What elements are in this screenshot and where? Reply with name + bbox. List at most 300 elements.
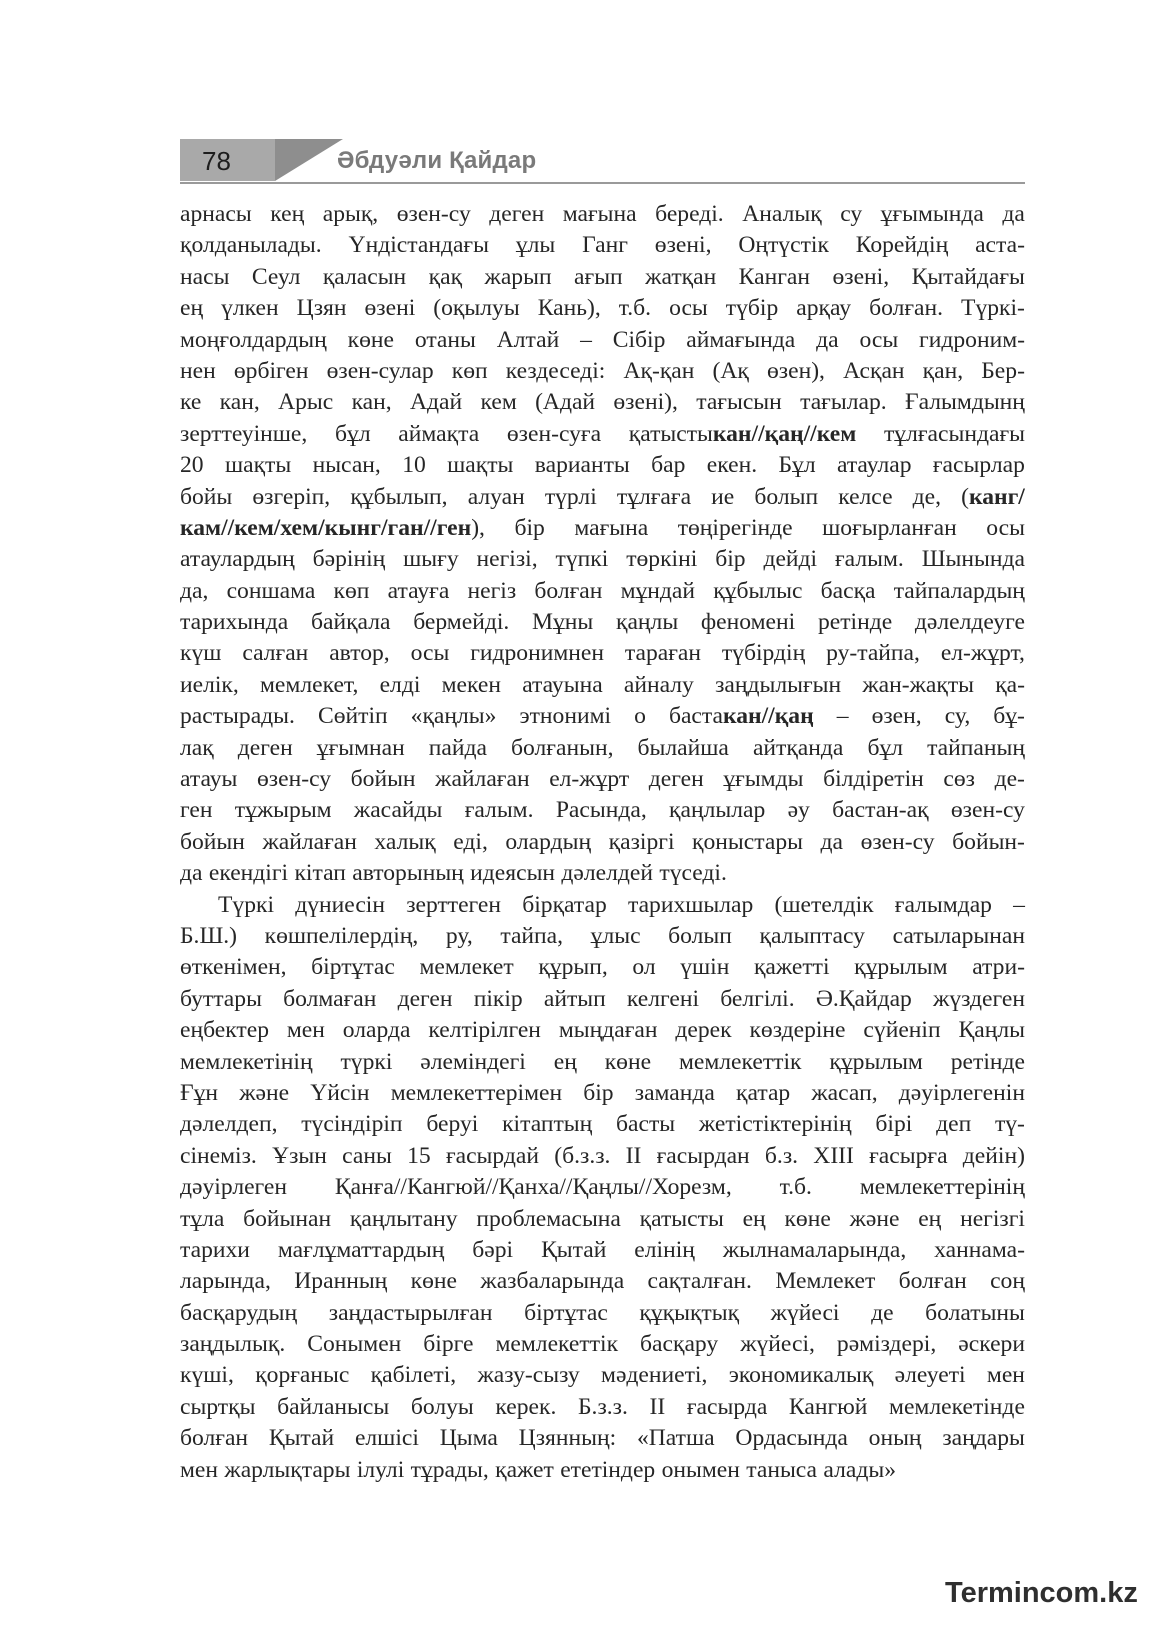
word: өзені, [654, 232, 712, 259]
word: мекен [441, 671, 501, 698]
text-line [180, 1235, 1025, 1266]
word: мәдениеті, [601, 1362, 708, 1389]
word: да [1002, 201, 1025, 227]
text-line [180, 1392, 1025, 1423]
word: елінің [634, 1236, 695, 1263]
word: және [849, 1205, 900, 1232]
text-line [180, 1266, 1025, 1297]
word: түркі [340, 1048, 393, 1075]
word: осы [669, 295, 708, 322]
word: Б.Ш.) [180, 922, 238, 949]
word: бойынан [243, 1205, 332, 1232]
word: Қаңлы [958, 1017, 1025, 1044]
word: кам//кем/хем/кынг/ган//ген), [180, 514, 485, 541]
word: ұғымды [723, 766, 804, 793]
word: бойын- [952, 828, 1025, 855]
word: сатыларынан [892, 922, 1025, 949]
word: қаңлы [615, 609, 679, 636]
word: ең [553, 1048, 577, 1075]
word: Қытай [541, 1236, 607, 1263]
header-triangle-decoration [275, 139, 343, 181]
word: тайпаның [927, 734, 1025, 761]
word: де [871, 1299, 894, 1326]
text-line [180, 576, 1025, 607]
word: көп [451, 357, 488, 384]
word: оның [868, 1425, 922, 1452]
word: жатқан [645, 263, 717, 290]
word: деген [397, 985, 453, 1012]
text-line [180, 984, 1025, 1015]
page-header [180, 135, 1025, 187]
word: керек. [495, 1393, 557, 1420]
word: экономикалық [728, 1362, 874, 1389]
word: тағылар. [800, 389, 887, 416]
word: тарихында [180, 609, 289, 636]
word: болмаған [283, 985, 377, 1012]
word: мағына [562, 201, 637, 227]
word: заңдары [942, 1425, 1025, 1452]
word: елді [379, 671, 421, 698]
word: қалыптасу [759, 922, 865, 949]
word: рәміздері, [836, 1331, 937, 1358]
word: арқау [796, 295, 852, 322]
word: бір [583, 1079, 614, 1106]
watermark-text-mid: erminc [960, 1577, 1056, 1609]
word: бойын [350, 766, 416, 793]
word: бір [715, 546, 746, 573]
word: Түркі- [961, 295, 1025, 322]
word: идеясын [470, 860, 556, 887]
word: құбылып, [350, 483, 448, 510]
word: ең [918, 1205, 942, 1232]
text-line [180, 230, 1025, 261]
word: осы [410, 640, 450, 667]
word: сүйеніп [863, 1017, 941, 1044]
word: көне [347, 326, 394, 353]
word: белгілі. [720, 985, 795, 1012]
word: Алтай [496, 326, 560, 353]
word: көшпелілердің, [264, 922, 419, 949]
word: түсіндіріп [301, 1111, 403, 1138]
text-line [180, 670, 1025, 701]
word: ке [180, 389, 202, 416]
word: атаулар [836, 452, 912, 479]
word: күш [180, 640, 222, 667]
word: былайша [637, 734, 729, 761]
word: бойы [180, 483, 233, 510]
word: мағлұматтардың [277, 1236, 445, 1263]
word: бәрі [472, 1236, 514, 1263]
word: мемлекеттік [495, 1331, 619, 1358]
word: өткенімен, [180, 954, 287, 981]
word: өзен-су [396, 201, 471, 227]
word: сөз [943, 766, 975, 793]
word: да [816, 326, 839, 353]
word: Ұзын [272, 1142, 327, 1169]
word: Ғалымдынң [904, 389, 1025, 416]
word: қаласын [322, 263, 407, 290]
word: дерек [675, 1017, 732, 1044]
word: тараған [624, 640, 701, 667]
word: болып [754, 483, 819, 510]
word: – [836, 703, 849, 730]
text-line [180, 419, 1025, 450]
word: су, [944, 703, 971, 730]
word: б.з. [764, 1142, 799, 1169]
word: мен [286, 1017, 325, 1044]
word: жасап, [811, 1079, 878, 1106]
word: құрып, [538, 954, 608, 981]
word: о [634, 703, 646, 730]
word: Ганг [582, 232, 628, 259]
word: – [1013, 891, 1025, 918]
word: ру, [445, 922, 473, 949]
word: мемлекет [419, 954, 514, 981]
word: қан, [922, 357, 964, 384]
word: бәрінің [312, 546, 386, 573]
word: этнонимі [519, 703, 612, 730]
word: өзені), [613, 389, 678, 416]
text-line [180, 638, 1025, 669]
word: бар [651, 452, 686, 479]
word: елшісі [354, 1425, 419, 1452]
word: өзен-су [257, 766, 332, 793]
word: Сонымен [307, 1331, 402, 1358]
word: жасайды [353, 797, 443, 824]
word: ең [742, 1205, 766, 1232]
word: саны [342, 1142, 392, 1169]
word: атауы [180, 766, 238, 793]
header-rule [180, 182, 1025, 184]
word: Корейдің [855, 232, 949, 259]
text-line [180, 1141, 1025, 1172]
word: нысан, [312, 452, 381, 479]
word: ел-жұрт [549, 766, 630, 793]
word: үлкен [221, 295, 279, 322]
word: береді. [655, 201, 724, 227]
word: Бер- [981, 357, 1025, 384]
watermark-text-o: o [1055, 1577, 1074, 1609]
word: мемлекеттерінің [859, 1174, 1025, 1201]
word: өзен-сулар [326, 357, 434, 384]
word: қолданылады. [180, 232, 322, 259]
word: түседі. [659, 860, 727, 887]
word: тарихшылар [627, 891, 754, 918]
word: 15 [407, 1142, 431, 1169]
word: Түркі [218, 891, 275, 918]
word: мемлекетінде [889, 1393, 1025, 1420]
word: Сөйтіп [317, 703, 388, 730]
word: (б.з.з. [554, 1142, 611, 1169]
word: салған [242, 640, 309, 667]
word: заңдастырылған [328, 1299, 493, 1326]
word: тұжырым [234, 797, 332, 824]
word: Ғұн [180, 1079, 219, 1106]
word: болып [668, 922, 732, 949]
word: мен [180, 1456, 219, 1483]
word: тағысын [696, 389, 782, 416]
text-line [180, 199, 1025, 230]
word: т.б. [618, 295, 652, 322]
word: тұлғасындағы [883, 420, 1025, 447]
word: қаңлытану [349, 1205, 458, 1232]
text-line [180, 513, 1025, 544]
word: да [820, 828, 844, 855]
word: Б.з.з. [578, 1393, 628, 1420]
word: ел-жұрт, [940, 640, 1025, 667]
word: Ордасында [735, 1425, 848, 1452]
word: негізгі [960, 1205, 1025, 1232]
text-line [180, 764, 1025, 795]
word: болған [898, 1268, 967, 1295]
word: әскери [958, 1331, 1025, 1358]
text-line [180, 858, 1025, 889]
word: ғалым. [464, 797, 534, 824]
word: аймағында [686, 326, 796, 353]
word: өзен), [766, 357, 825, 384]
word: мемлекеттерімен [390, 1079, 563, 1106]
word: шығу [403, 546, 459, 573]
word: т.б. [779, 1174, 812, 1201]
word: мыңдаған [558, 1017, 658, 1044]
word: Асқан [843, 357, 905, 384]
word: Мұны [532, 609, 594, 636]
word: Цыма [439, 1425, 498, 1452]
word: көне [604, 1048, 652, 1075]
word: өзен-суға [506, 420, 602, 447]
word: де, [912, 483, 942, 510]
word: беруі [426, 1111, 479, 1138]
word: (оқылуы [433, 295, 520, 322]
word: қажетті [753, 954, 830, 981]
text-line [180, 733, 1025, 764]
word: олардың [505, 828, 592, 855]
word: қатар [736, 1079, 791, 1106]
word: келтірілген [428, 1017, 541, 1044]
word: дәуірлегенін [898, 1079, 1025, 1106]
word: жазу-сызу [477, 1362, 580, 1389]
word: айтқанда [752, 734, 844, 761]
word: әлеуеті [894, 1362, 966, 1389]
word: мен [986, 1362, 1025, 1389]
word: Сібір [612, 326, 666, 353]
word: өзгеріп, [252, 483, 331, 510]
text-line [180, 1360, 1025, 1391]
word: ғалым. [835, 546, 904, 573]
text-line [180, 544, 1025, 575]
word: ағып [574, 263, 623, 290]
word: шақты [447, 452, 514, 479]
word: мемлекетінің [180, 1048, 313, 1075]
word: екендігі [208, 860, 289, 887]
word: нен [180, 357, 216, 384]
word: тайпа, [500, 922, 564, 949]
word: моңғолдардың [180, 326, 327, 353]
word: бірі [875, 1111, 913, 1138]
word: өзені, [832, 263, 890, 290]
text-line [180, 607, 1025, 638]
word: ие [711, 483, 735, 510]
word: ғасырдан [656, 1142, 750, 1169]
word: осы [859, 326, 899, 353]
word: заманда [634, 1079, 715, 1106]
word: түпкі [555, 546, 609, 573]
page-number: 78 [202, 146, 231, 176]
word: деген [489, 201, 545, 227]
word: растырады. [180, 703, 295, 730]
word: кан, [219, 389, 260, 416]
word: алады» [823, 1456, 896, 1483]
watermark-logo [945, 1577, 1138, 1610]
word: кең [270, 201, 305, 227]
word: бір [514, 514, 545, 541]
word: ең [180, 295, 204, 322]
word: дәлелдеп, [180, 1111, 278, 1138]
word: төркіні [626, 546, 698, 573]
word: болғанын, [511, 734, 614, 761]
word: болған [180, 1425, 249, 1452]
word: ғасырдай [445, 1142, 539, 1169]
word: еңбектер [180, 1017, 269, 1044]
word: да, [180, 577, 209, 604]
word: келсе [838, 483, 893, 510]
word: жүздеген [933, 985, 1025, 1012]
word: атауға [387, 577, 450, 604]
word: жайлаған [262, 828, 357, 855]
word: ғасырда [686, 1393, 768, 1420]
word: кітап [294, 860, 346, 887]
word: пікір [473, 985, 523, 1012]
word: бастакан//қаң [668, 703, 814, 730]
word: (шетелдік [774, 891, 874, 918]
word: буттары [180, 985, 262, 1012]
word: болуы [410, 1393, 474, 1420]
text-line [180, 827, 1025, 858]
word: гидроним- [919, 326, 1025, 353]
word: қазіргі [608, 828, 675, 855]
word: қақ [428, 263, 463, 290]
word: ұлы [515, 232, 556, 259]
word: аста- [975, 232, 1025, 259]
word: (Ақ [712, 357, 749, 384]
word: ететіндер [560, 1456, 656, 1483]
word: ретінде [817, 609, 893, 636]
word: болған. [869, 295, 944, 322]
word: тарихи [180, 1236, 250, 1263]
word: Қытайдағы [911, 263, 1025, 290]
word: бойын [180, 828, 245, 855]
word: тұла [180, 1205, 225, 1232]
word: зерттеуінше, [180, 420, 308, 447]
word: басқарудың [180, 1299, 298, 1326]
word: деп [936, 1111, 972, 1138]
word: насы [180, 263, 230, 290]
word: құрылым [829, 1048, 923, 1075]
word: заңдылық. [180, 1331, 286, 1358]
word: күші, [180, 1362, 234, 1389]
word: «қаңлы» [410, 703, 497, 730]
word: құрылым [854, 954, 948, 981]
word: кездеседі: [505, 357, 606, 384]
word: Ә.Қайдар [815, 985, 912, 1012]
text-line [180, 293, 1025, 324]
word: шоғырланған [822, 514, 957, 541]
text-line [180, 1172, 1025, 1203]
word: еді, [453, 828, 488, 855]
word: 10 [402, 452, 426, 479]
word: Қанға//Кангюй//Қанха//Қаңлы//Хорезм, [334, 1174, 732, 1201]
word: таныса [746, 1456, 818, 1483]
word: жайлаған [435, 766, 530, 793]
word: жарып [484, 263, 552, 290]
text-line [180, 952, 1025, 983]
word: жылнамаларында, [722, 1236, 907, 1263]
word: жүйесі, [740, 1331, 815, 1358]
word: пайда [428, 734, 487, 761]
text-line [180, 1015, 1025, 1046]
word: Мемлекет [775, 1268, 876, 1295]
word: үшін [680, 954, 730, 981]
word: алуан [467, 483, 525, 510]
word: біртұтас [524, 1299, 608, 1326]
word: байқала [310, 609, 391, 636]
word: білдіретін [823, 766, 924, 793]
word: 20 [180, 452, 204, 479]
word: өзен, [871, 703, 922, 730]
word: өзен-су [950, 797, 1025, 824]
word: II [625, 1142, 642, 1169]
word: негіз [467, 577, 517, 604]
word: кан, [351, 389, 392, 416]
word: атаулардың [180, 546, 295, 573]
text-line [180, 795, 1025, 826]
word: көп [333, 577, 370, 604]
word: Бұл [778, 452, 816, 479]
word: ғалымдар [894, 891, 992, 918]
word: Үйсін [310, 1079, 370, 1106]
word: заңдылығын [715, 671, 842, 698]
word: Канган [738, 263, 810, 290]
word: II [649, 1393, 666, 1420]
text-line [180, 1455, 1025, 1486]
text-line [180, 356, 1025, 387]
word: отаны [414, 326, 476, 353]
word: атри- [972, 954, 1025, 981]
word: бірге [423, 1331, 474, 1358]
word: жан-жақты [862, 671, 974, 698]
word: лақ [180, 734, 214, 761]
word: де- [994, 766, 1025, 793]
word: дәуірлеген [180, 1174, 288, 1201]
word: Сеул [251, 263, 301, 290]
word: ханнама- [934, 1236, 1025, 1263]
word: жетістіктерінің [698, 1111, 852, 1138]
word: сыртқы [180, 1393, 256, 1420]
word: авторының [352, 860, 464, 887]
text-line [180, 1109, 1025, 1140]
word: соң [990, 1268, 1025, 1295]
word: кем [480, 389, 517, 416]
word: (канг/ [961, 483, 1025, 510]
word: осы [986, 514, 1025, 541]
word: құқықтық [639, 1299, 740, 1326]
word: әлеміндегі [420, 1048, 526, 1075]
running-header-author: Әбдуәли Қайдар [337, 147, 537, 174]
word: – [580, 326, 592, 353]
word: қаңлылар [669, 797, 766, 824]
word: байланысы [277, 1393, 390, 1420]
word: келгені [626, 985, 700, 1012]
